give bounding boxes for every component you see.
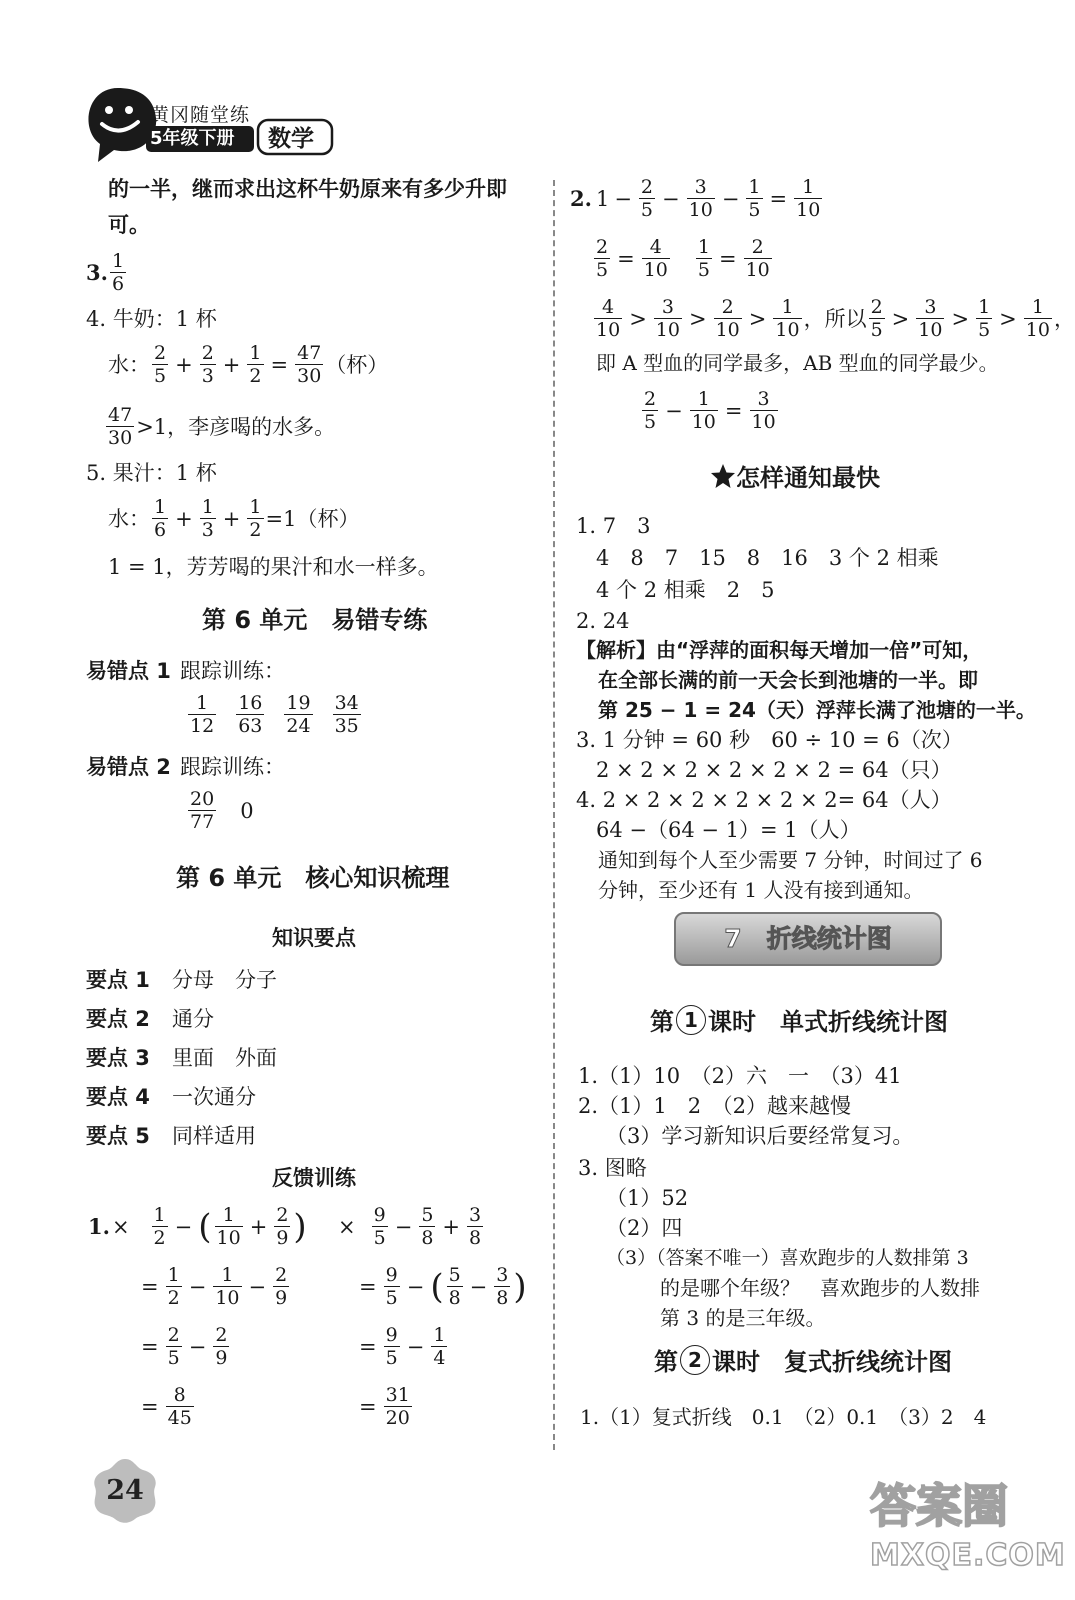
unit6-core-title: 第 6 单元 核心知识梳理 xyxy=(176,864,450,892)
question-4-milk: 4. 牛奶：1 杯 xyxy=(86,307,217,331)
n3-line-b: 2 × 2 × 2 × 2 × 2 × 2 = 64（只） xyxy=(596,758,952,782)
calc-b-result: = $\frac{31}{20}$ xyxy=(359,1384,410,1429)
n4-line-b: 64 −（64 − 1）= 1（人） xyxy=(596,818,861,842)
watermark-site: MXQE.COM xyxy=(870,1538,1066,1573)
calc-a-result: = $\frac{8}{45}$ xyxy=(141,1384,192,1429)
n1-line-a: 1. 7 3 xyxy=(576,514,651,538)
lesson-2-title: 第 2 课时 复式折线统计图 xyxy=(654,1342,952,1377)
unit6-errors-title: 第 6 单元 易错专练 xyxy=(202,606,428,634)
calc-a-line-3: = $\frac{2}{5}$ − $\frac{2}{9}$ xyxy=(141,1324,228,1369)
error-point-1: 易错点 1 跟踪训练： xyxy=(86,659,285,683)
q2-equivalents: $\frac{2}{5}$ = $\frac{4}{10}$ $\frac{1}{5}$ = $\frac{2}{10}$ xyxy=(596,236,770,281)
q2-comparison: 4 10 > 3 10 > 2 10 > 1 10 ，所以 2 5 > 3 10 > 1 5 > 1 10 ， xyxy=(596,296,1075,341)
point-item: 要点 4 一次通分 xyxy=(86,1084,256,1109)
question-3: 3. 1 6 xyxy=(86,250,125,295)
question-5-water: 水： 1 6 + $\frac{1}{3}$ + $\frac{1}{2}$ =1（杯） xyxy=(108,496,360,541)
lesson-1-title: 第 1 课时 单式折线统计图 xyxy=(650,1002,948,1037)
l1-q3-c: （3）（答案不唯一）喜欢跑步的人数排第 3 xyxy=(606,1247,969,1269)
question-5-juice: 5. 果汁：1 杯 xyxy=(86,461,217,485)
error-point-1-answers: 1 12 16 63 19 24 34 35 xyxy=(190,692,359,737)
error-point-2-answers: 20 77 0 xyxy=(190,788,254,833)
question-4-water: 水： 2 5 + $\frac{2}{3}$ + $\frac{1}{2}$ = $\frac{47}{30}$ （杯） xyxy=(108,342,389,387)
n4-line-c: 通知到每个人至少需要 7 分钟，时间过了 6 xyxy=(598,848,983,872)
n1-line-c: 4 个 2 相乘 2 5 xyxy=(596,578,775,602)
q2-expression: 2. 1 − $\frac{2}{5}$ − $\frac{3}{10}$ − $\frac{1}{5}$ = $\frac{1}{10}$ xyxy=(570,176,821,221)
calc-a-line-2: = $\frac{1}{2}$ − $\frac{1}{10}$ − $\frac{2}{9}$ xyxy=(141,1264,288,1309)
continuation-line-1: 的一半，继而求出这杯牛奶原来有多少升即 xyxy=(108,177,507,201)
series-title: 黄冈随堂练 xyxy=(150,104,251,126)
calc-b-line-1: × $\frac{9}{5}$ − $\frac{5}{8}$ + $\frac{3}{8}$ xyxy=(338,1204,482,1249)
watermark xyxy=(870,1476,1066,1592)
notify-section-title: 怎样通知最快 xyxy=(710,458,880,493)
l1-q3-b: （2）四 xyxy=(606,1216,683,1240)
subject-label: 数学 xyxy=(268,126,314,152)
point-item: 要点 3 里面 外面 xyxy=(86,1045,277,1070)
l1-q2: 2.（1）1 2 （2）越来越慢 xyxy=(578,1094,851,1118)
feedback-title: 反馈训练 xyxy=(272,1166,356,1190)
q2-difference: 2 5 − $\frac{1}{10}$ = $\frac{3}{10}$ xyxy=(644,388,776,433)
star-icon xyxy=(710,463,736,489)
fraction: 1 6 xyxy=(111,250,125,295)
watermark-text: 答案圈 xyxy=(870,1479,1008,1533)
point-item: 要点 2 通分 xyxy=(86,1006,214,1031)
n2-explanation-1: 【解析】由“浮萍的面积每天增加一倍”可知， xyxy=(576,638,983,662)
column-divider xyxy=(553,180,555,1450)
page-number-badge xyxy=(90,1456,160,1526)
l1-q3-d: 的是哪个年级？ 喜欢跑步的人数排 xyxy=(660,1276,980,1300)
chapter-7-banner-text: 7 折线统计图 xyxy=(724,924,892,953)
n2-explanation-3: 第 25 − 1 = 24（天）浮萍长满了池塘的一半。 xyxy=(598,698,1036,722)
l2-q1: 1.（1）复式折线 0.1 （2）0.1 （3）2 4 xyxy=(580,1405,987,1429)
n2-line: 2. 24 xyxy=(576,609,630,633)
q2-conclusion: 即 A 型血的同学最多，AB 型血的同学最少。 xyxy=(596,351,999,375)
n1-line-b: 4 8 7 15 8 16 3 个 2 相乘 xyxy=(596,546,939,570)
calc-a-line-1: 1. × $\frac{1}{2}$ − ( 1 10 + $\frac{2}{9}$ ) xyxy=(88,1204,307,1249)
n4-line-a: 4. 2 × 2 × 2 × 2 × 2 × 2= 64（人） xyxy=(576,788,952,812)
point-item: 要点 5 同样适用 xyxy=(86,1123,256,1148)
point-item: 要点 1 分母 分子 xyxy=(86,967,277,992)
l1-q3-e: 第 3 的是三年级。 xyxy=(660,1306,826,1330)
n4-line-d: 分钟，至少还有 1 人没有接到通知。 xyxy=(598,878,924,902)
l1-q3: 3. 图略 xyxy=(578,1156,647,1180)
grade-label: 5年级下册 xyxy=(150,128,235,149)
calc-b-line-2: = $\frac{9}{5}$ − ( 5 8 − $\frac{3}{8}$ ) xyxy=(359,1264,527,1309)
page-number: 24 xyxy=(106,1475,144,1506)
question-4-conclusion: 47 30 >1，李彦喝的水多。 xyxy=(108,404,336,449)
l1-q3-a: （1）52 xyxy=(606,1186,689,1210)
lesson-number-badge: 1 xyxy=(676,1005,706,1035)
question-5-conclusion: 1 = 1，芳芳喝的果汁和水一样多。 xyxy=(108,555,439,579)
calc-b-line-3: = $\frac{9}{5}$ − $\frac{1}{4}$ xyxy=(359,1324,446,1369)
knowledge-points xyxy=(86,960,277,1155)
l1-q2-b: （3）学习新知识后要经常复习。 xyxy=(606,1124,914,1148)
l1-q1: 1.（1）10 （2）六 一 （3）41 xyxy=(578,1064,902,1088)
n3-line-a: 3. 1 分钟 = 60 秒 60 ÷ 10 = 6（次） xyxy=(576,728,963,752)
chapter-7-banner xyxy=(674,912,942,966)
n2-explanation-2: 在全部长满的前一天会长到池塘的一半。即 xyxy=(598,668,978,692)
lesson-number-badge: 2 xyxy=(680,1345,710,1375)
error-point-2: 易错点 2 跟踪训练： xyxy=(86,755,285,779)
knowledge-title: 知识要点 xyxy=(272,926,356,950)
continuation-line-2: 可。 xyxy=(108,213,150,237)
